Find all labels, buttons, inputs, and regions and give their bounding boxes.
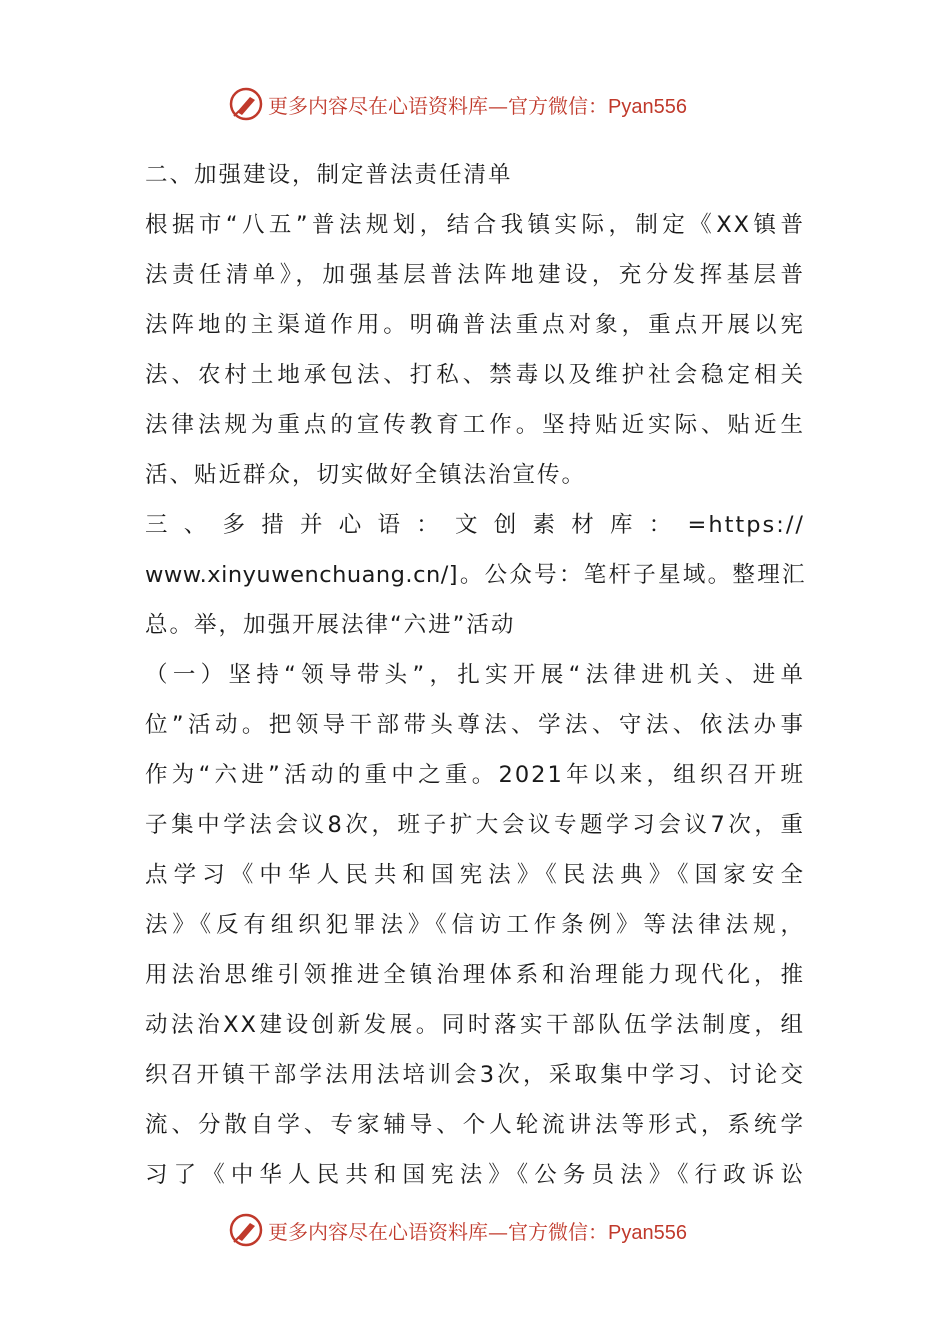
subsection-heading: （一）坚持“领导带头”，扎实开展“法律进机关、进单 [145,662,805,688]
text-line: 点学习《中华人民共和国宪法》《民法典》《国家安全 [145,862,805,888]
watermark-banner-bottom [228,1210,687,1250]
text-line: 动法治XX建设创新发展。同时落实干部队伍学法制度，组 [145,1012,805,1038]
text-line: 法律法规为重点的宣传教育工作。坚持贴近实际、贴近生 [145,412,805,438]
pen-nib-logo-icon [228,1212,264,1248]
text-line: 织召开镇干部学法用法培训会3次，采取集中学习、讨论交 [145,1062,805,1088]
text-line: 法阵地的主渠道作用。明确普法重点对象，重点开展以宪 [145,312,805,338]
text-line: 法》《反有组织犯罪法》《信访工作条例》等法律法规， [145,912,805,938]
text-line: www.xinyuwenchuang.cn/]。公众号：笔杆子星域。整理汇 [145,562,805,588]
text-line: 作为“六进”活动的重中之重。2021年以来，组织召开班 [145,762,805,788]
pen-nib-logo-icon [228,86,264,122]
section-heading: 二、加强建设，制定普法责任清单 [145,162,513,188]
text-line: 习了《中华人民共和国宪法》《公务员法》《行政诉讼 [145,1162,805,1188]
text-line: 法、农村土地承包法、打私、禁毒以及维护社会稳定相关 [145,362,805,388]
text-line: 用法治思维引领推进全镇治理体系和治理能力现代化，推 [145,962,805,988]
text-line: 子集中学法会议8次，班子扩大会议专题学习会议7次，重 [145,812,805,838]
text-line: 位”活动。把领导干部带头尊法、学法、守法、依法办事 [145,712,805,738]
watermark-text: 更多内容尽在心语资料库—官方微信：Pyan556 [268,93,687,118]
text-line: 活、贴近群众，切实做好全镇法治宣传。 [145,462,587,488]
document-body [145,150,805,1200]
watermark-text: 更多内容尽在心语资料库—官方微信：Pyan556 [268,1219,687,1244]
text-line: 流、分散自学、专家辅导、个人轮流讲法等形式，系统学 [145,1112,805,1138]
watermark-banner-top [228,84,687,124]
text-line: 根据市“八五”普法规划，结合我镇实际，制定《XX镇普 [145,212,805,238]
section-heading: 三、多措并心语：文创素材库：=https:// [145,512,805,538]
text-line: 法责任清单》，加强基层普法阵地建设，充分发挥基层普 [145,262,805,288]
text-line: 总。举，加强开展法律“六进”活动 [145,612,516,638]
